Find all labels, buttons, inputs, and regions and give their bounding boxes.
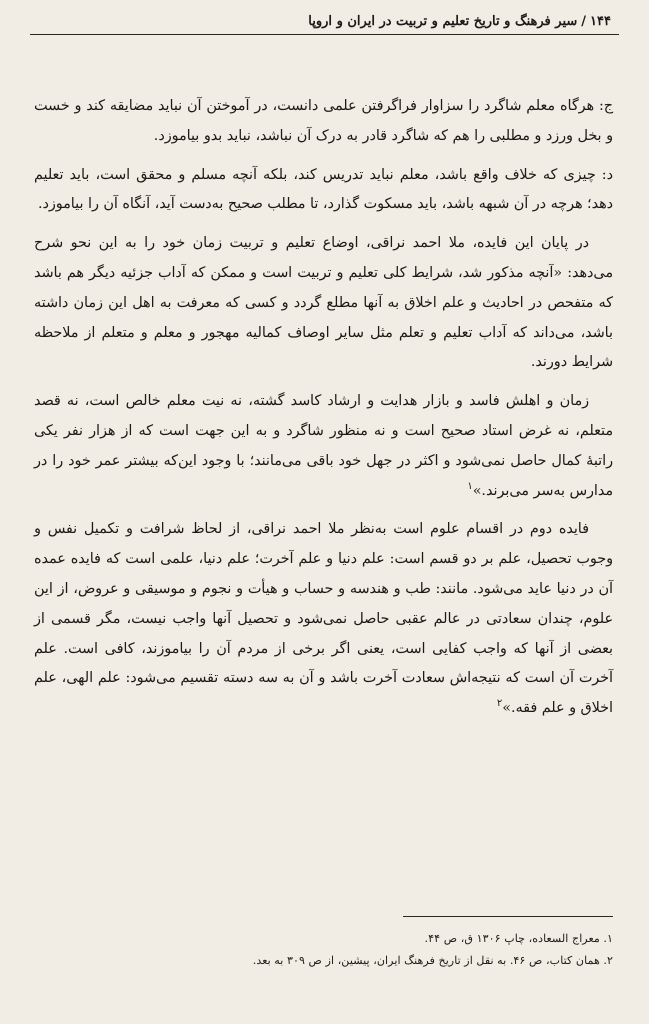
footnote-2: ۲. همان کتاب، ص ۴۶. به نقل از تاریخ فرهنگ ایران، پیشین، از ص ۳۰۹ به بعد. bbox=[252, 954, 613, 967]
paragraph-c bbox=[34, 92, 613, 152]
paragraph-text: در پایان این فایده، ملا احمد نراقی، اوضاع تعلیم و تربیت زمان خود را به این نحو شرح می‌دهد: «آنچه مذکور شد، شرایط کلی تعلیم و تربیت است و ممکن که آداب جزئیه دیگر هم باشد که متفحص در احادیث و علم اخلاق به آنها مطلع گردد و کسی که معرفت به اهل این زمان داشته باشد، می‌داند که آداب تعلیم و تعلم مثل سایر اوصاف کمالیه مهجور و معلم و متعلم از ملاحظه شرایط دورند. bbox=[34, 235, 613, 371]
page-number: ۱۴۴ bbox=[590, 13, 611, 29]
footnote-marker-2[interactable]: ۲ bbox=[496, 698, 503, 710]
paragraph-naraqi-quote bbox=[34, 229, 613, 378]
paragraph-text: زمان و اهلش فاسد و بازار هدایت و ارشاد کاسد گشته، نه نیت معلم خالص است، نه قصد متعلم، نه غرض استاد صحیح است و نه منظور شاگرد و به این جهت است که از هزار نفر یکی راتبهٔ کمال حاصل نمی‌شود و اکثر در جهل خود باقی می‌مانند؛ با وجود این‌که بیشتر عمر خود را در مدارس به‌سر می‌برند.» bbox=[34, 393, 613, 499]
paragraph-text: ج: هرگاه معلم شاگرد را سزاوار فراگرفتن علمی دانست، در آموختن آن نباید مضایقه کند و خست و بخل ورزد و مطلبی را هم که شاگرد قادر به درک آن نباشد، نباید بدو بیاموزد. bbox=[34, 98, 613, 144]
running-header bbox=[30, 8, 619, 35]
body-text bbox=[34, 92, 613, 733]
paragraph-text: فایده دوم در اقسام علوم است به‌نظر ملا احمد نراقی، از لحاظ شرافت و تکمیل نفس و وجوب تحصیل، علم بر دو قسم است: علم دنیا و علم آخرت؛ علم دنیا، علمی است که فایده عمده آن در دنیا عاید می‌شود. مانند: طب و هندسه و حساب و هیأت و نجوم و موسیقی و عروض، از این علوم، چندان سعادتی در عالم عقبی حاصل نمی‌شود و تحصیل آنها واجب نیست، مگر قسمی از بعضی از آنها که واجب کفایی است، یعنی اگر برخی از مردم آن را بیاموزند، کافی است. علم آخرت آن است که نتیجه‌اش سعادت آخرت باشد و آن به سه دسته تقسیم می‌شود: علم الهی، علم اخلاق و علم فقه.» bbox=[34, 521, 613, 717]
paragraph-era-description bbox=[34, 387, 613, 506]
book-title: سیر فرهنگ و تاریخ تعلیم و تربیت در ایران و اروپا bbox=[308, 13, 578, 29]
footnote-divider bbox=[403, 916, 613, 917]
paragraph-text: د: چیزی که خلاف واقع باشد، معلم نباید تدریس کند، بلکه آنچه مسلم و محقق است، باید تعلیم دهد؛ هرچه در آن شبهه باشد، باید مسکوت گذارد، تا مطلب صحیح به‌دست آید، آنگاه آن را بیاموزد. bbox=[34, 166, 613, 213]
header-separator: / bbox=[581, 13, 587, 29]
paragraph-d bbox=[34, 161, 613, 221]
paragraph-second-benefit bbox=[34, 515, 613, 724]
footnotes bbox=[34, 928, 613, 972]
footnote-marker-1[interactable]: ۱ bbox=[467, 480, 473, 492]
footnote-1: ۱. معراج السعاده، چاپ ۱۳۰۶ ق، ص ۴۴. bbox=[424, 932, 613, 945]
